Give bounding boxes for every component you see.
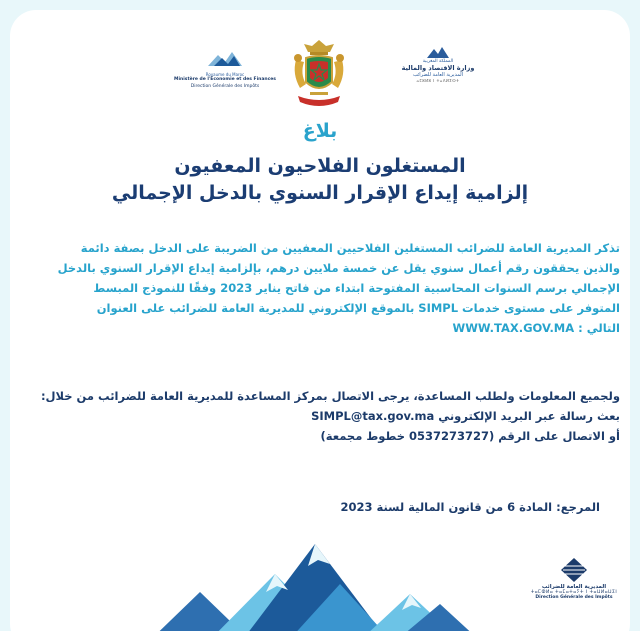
- ministry-logo-right: [388, 46, 488, 83]
- ministry-dgi-text: Direction Générale des Impôts: [190, 84, 260, 89]
- coat-of-arms-icon: [288, 38, 350, 112]
- announcement-label: بلاغ: [302, 120, 338, 142]
- ministry-kingdom-text: Royaume du Maroc: [205, 72, 245, 77]
- dgi-french-text: Direction Générale des Impôts: [535, 595, 613, 600]
- legal-reference: المرجع: المادة 6 من قانون المالية لسنة 2023: [340, 500, 600, 514]
- announcement-paragraph: [34, 238, 620, 338]
- ministry-arabic-text: وزارة الاقتصاد والمالية: [401, 64, 475, 72]
- dgi-tifinagh-text: ⵜⴰⵎⵀⵍⴰ ⵜⴰⵎⴰⵜⴰⵢⵜ ⵏ ⵜⴰⵡⵍⴰⵡⵉⵏ: [530, 590, 618, 595]
- paragraph-line: والذين يحققون رقم أعمال سنوي يقل عن خمسة ملايين درهم، بإلزامية إيداع الإقرار السنوي بالدخل: [57, 261, 620, 275]
- paragraph-line: تذكر المديرية العامة للضرائب المستغلين الفلاحيين المعفيين من الضريبة على الدخل بصفة دائمة: [80, 241, 620, 255]
- ministry-mountain-icon-right: [427, 46, 449, 58]
- ministry-logo-left: [170, 50, 280, 89]
- page-title: المستغلون الفلاحيون المعفيون: [174, 155, 466, 177]
- mountains-decoration-icon: [140, 544, 490, 631]
- contact-paragraph: [34, 386, 620, 446]
- dgi-arabic-text: المديرية العامة للضرائب: [413, 72, 463, 78]
- website-line: التالي : WWW.TAX.GOV.MA: [452, 321, 620, 335]
- paragraph-line: المتوفر على مستوى خدمات SIMPL بالموقع الإلكتروني للمديرية العامة للضرائب على العنوان: [96, 301, 620, 315]
- dgi-diamond-icon: [561, 558, 587, 582]
- dgi-arabic-text: المديرية العامة للضرائب: [541, 584, 607, 590]
- tifinagh-text: ⴰⵎⵓⵍⵓ ⵏ ⵜⴰⴷⵍⵉⵙⵜ: [416, 78, 460, 83]
- kingdom-arabic-text: المملكة المغربية: [422, 59, 454, 64]
- ministry-mountain-icon: [208, 50, 242, 66]
- page-subtitle: إلزامية إيداع الإقرار السنوي بالدخل الإجمالي: [111, 182, 529, 204]
- contact-email-line: بعث رسالة عبر البريد الإلكتروني SIMPL@tax.gov.ma: [311, 409, 620, 423]
- contact-phone-line: أو الاتصال على الرقم (0537273727 خطوط مجمعة): [320, 429, 620, 443]
- contact-intro-line: ولجميع المعلومات ولطلب المساعدة، يرجى الاتصال بمركز المساعدة للمديرية العامة للضرائب من خلال:: [40, 389, 620, 403]
- dgi-footer-logo: [530, 558, 618, 600]
- paragraph-line: الإجمالي برسم السنوات المحاسبية المفتوحة ابتداء من فاتح يناير 2023 وفقًا للنموذج المبسط: [93, 281, 620, 295]
- announcement-card: [10, 10, 630, 631]
- ministry-name-text: Ministère de l'Économie et des Finances: [174, 77, 276, 82]
